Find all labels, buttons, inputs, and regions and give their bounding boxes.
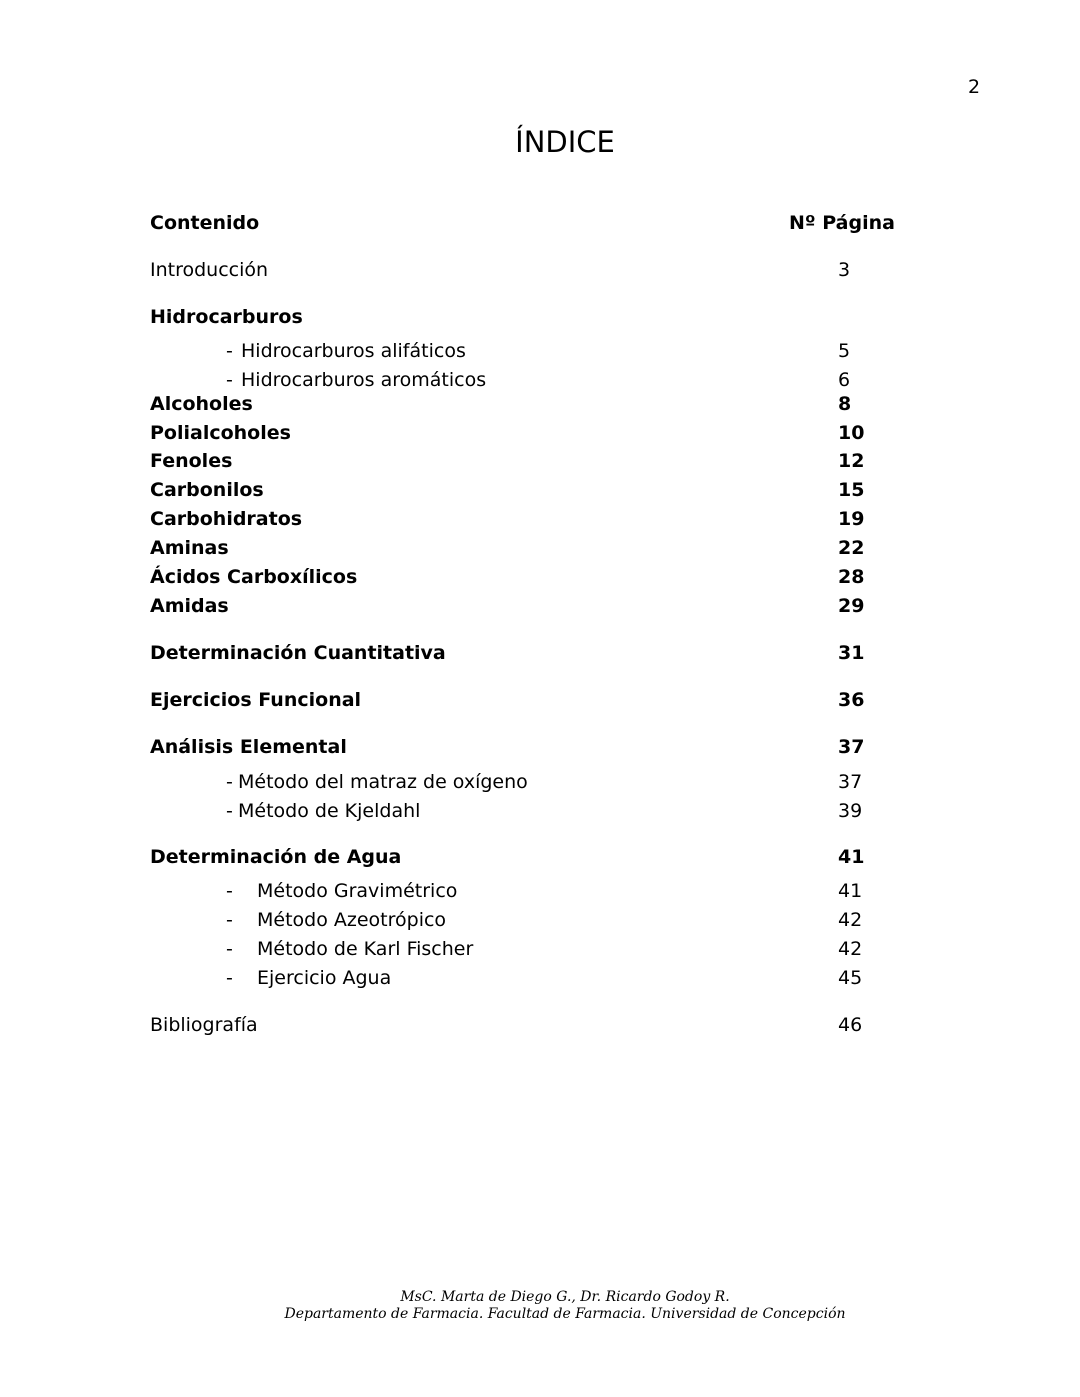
toc-entry bbox=[0, 799, 1080, 823]
toc-entry-dash: - bbox=[226, 880, 233, 902]
toc-entry-label: Fenoles bbox=[150, 450, 233, 472]
toc-entry-label: Carbonilos bbox=[150, 479, 264, 501]
footer-affiliation: Departamento de Farmacia. Facultad de Farmacia. Universidad de Concepción bbox=[284, 1306, 846, 1322]
toc-entry-page: 42 bbox=[838, 938, 863, 960]
toc-entry-page: 5 bbox=[838, 340, 851, 362]
toc-entry-label: Alcoholes bbox=[150, 393, 253, 415]
toc-entry bbox=[0, 339, 1080, 363]
toc-entry bbox=[0, 770, 1080, 794]
toc-entry-page: 6 bbox=[838, 369, 851, 391]
toc-entry bbox=[0, 641, 1080, 665]
toc-entry bbox=[0, 565, 1080, 589]
toc-entry bbox=[0, 449, 1080, 473]
toc-entry-label: Método Gravimétrico bbox=[257, 880, 458, 902]
toc-entry bbox=[0, 937, 1080, 961]
toc-entry bbox=[0, 258, 1080, 282]
toc-entry bbox=[0, 735, 1080, 759]
toc-entry bbox=[0, 879, 1080, 903]
page-column-header: Nº Página bbox=[789, 212, 895, 234]
toc-entry-label: Carbohidratos bbox=[150, 508, 303, 530]
toc-entry bbox=[0, 421, 1080, 445]
toc-entry-page: 45 bbox=[838, 967, 863, 989]
toc-entry-page: 36 bbox=[838, 689, 865, 711]
toc-entry-page: 3 bbox=[838, 259, 851, 281]
toc-entry-page: 37 bbox=[838, 771, 863, 793]
page-number: 2 bbox=[968, 76, 981, 98]
toc-entry-dash: - bbox=[226, 967, 233, 989]
toc-entry bbox=[0, 688, 1080, 712]
toc-entry-dash: - bbox=[226, 771, 233, 793]
toc-entry bbox=[0, 368, 1080, 392]
toc-entry bbox=[0, 507, 1080, 531]
toc-entry-page: 10 bbox=[838, 422, 865, 444]
toc-entry bbox=[0, 478, 1080, 502]
toc-entry-label: Método del matraz de oxígeno bbox=[238, 771, 528, 793]
toc-entry-page: 46 bbox=[838, 1014, 863, 1036]
toc-entry-label: Análisis Elemental bbox=[150, 736, 347, 758]
toc-entry-label: Ejercicios Funcional bbox=[150, 689, 362, 711]
toc-entry bbox=[0, 908, 1080, 932]
toc-entry-label: Bibliografía bbox=[150, 1014, 258, 1036]
toc-header bbox=[0, 211, 1080, 235]
toc-entry-dash: - bbox=[226, 909, 233, 931]
toc-entry-label: Método de Kjeldahl bbox=[238, 800, 421, 822]
toc-entry-label: Método de Karl Fischer bbox=[257, 938, 474, 960]
toc-entry-label: Ejercicio Agua bbox=[257, 967, 392, 989]
toc-entry bbox=[0, 966, 1080, 990]
toc-entry bbox=[0, 392, 1080, 416]
toc-entry-label: Método Azeotrópico bbox=[257, 909, 447, 931]
toc-entry-page: 41 bbox=[838, 880, 863, 902]
toc-entry-dash: - bbox=[226, 800, 233, 822]
toc-entry-page: 42 bbox=[838, 909, 863, 931]
toc-entry bbox=[0, 594, 1080, 618]
toc-entry-dash: - bbox=[226, 938, 233, 960]
toc-entry-label: Aminas bbox=[150, 537, 229, 559]
toc-entry-page: 37 bbox=[838, 736, 865, 758]
toc-entry-label: Polialcoholes bbox=[150, 422, 291, 444]
toc-entry-label: Amidas bbox=[150, 595, 229, 617]
toc-entry-page: 31 bbox=[838, 642, 865, 664]
toc-entry-page: 19 bbox=[838, 508, 865, 530]
page-title: ÍNDICE bbox=[515, 125, 615, 159]
toc-entry-label: Hidrocarburos alifáticos bbox=[241, 340, 466, 362]
content-column-header: Contenido bbox=[150, 212, 260, 234]
toc-entry-label: - bbox=[226, 369, 233, 391]
toc-entry bbox=[0, 845, 1080, 869]
toc-entry-page: 41 bbox=[838, 846, 865, 868]
toc-entry-page: 29 bbox=[838, 595, 865, 617]
toc-entry-label: Determinación de Agua bbox=[150, 846, 402, 868]
toc-entry bbox=[0, 305, 1080, 329]
toc-entry-label: - bbox=[226, 340, 233, 362]
toc-entry-page: 8 bbox=[838, 393, 852, 415]
toc-entry-page: 15 bbox=[838, 479, 865, 501]
toc-entry-page: 39 bbox=[838, 800, 863, 822]
toc-entry bbox=[0, 536, 1080, 560]
toc-entry-page: 12 bbox=[838, 450, 865, 472]
toc-entry-label: Hidrocarburos bbox=[150, 306, 303, 328]
toc-entry-label: Determinación Cuantitativa bbox=[150, 642, 446, 664]
footer-authors: MsC. Marta de Diego G., Dr. Ricardo Godoy R. bbox=[400, 1289, 730, 1305]
toc-entry-page: 22 bbox=[838, 537, 865, 559]
toc-entry-page: 28 bbox=[838, 566, 865, 588]
toc-entry-label: Introducción bbox=[150, 259, 269, 281]
toc-entry-label: Hidrocarburos aromáticos bbox=[241, 369, 487, 391]
toc-entry-label: Ácidos Carboxílicos bbox=[150, 566, 358, 588]
toc-entry bbox=[0, 1013, 1080, 1037]
